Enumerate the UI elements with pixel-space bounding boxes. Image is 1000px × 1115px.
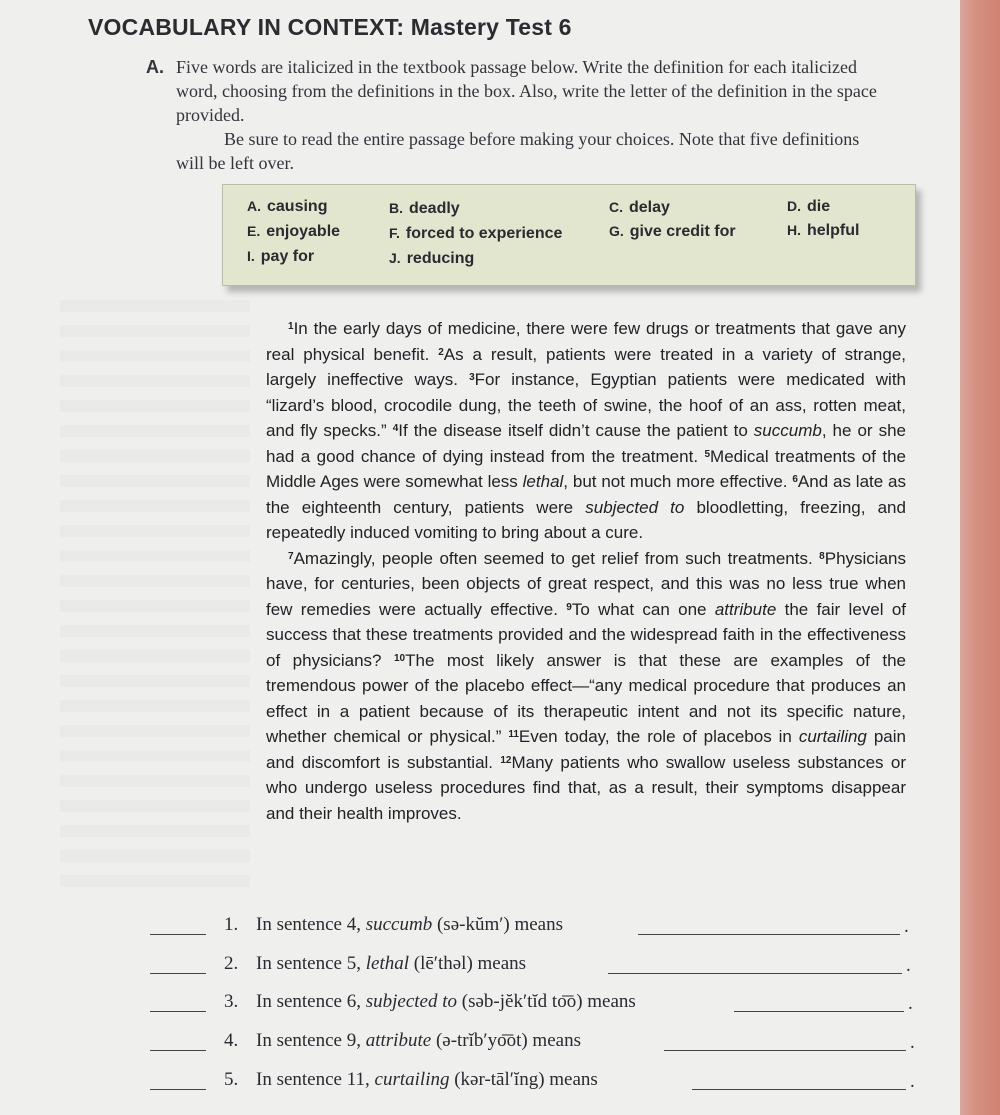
definition-option [389,250,474,268]
sentence-number: 5 [704,448,711,460]
passage-text: , he or she had a good chance of dying instead from the treatment. [266,421,907,466]
passage-paragraph-1 [266,316,906,546]
question-text [256,914,563,936]
definition-blank[interactable] [608,973,902,974]
period: . [910,1071,915,1092]
sentence-number: 6 [792,474,798,485]
option-word: die [807,198,831,215]
italicized-vocab-word: lethal [522,472,564,491]
question-prefix: In sentence 9, [256,1030,366,1051]
question-pronunciation: (kər-tāl′ĭng) means [449,1069,598,1090]
question-number: 4. [224,1030,239,1051]
question-text [256,1069,598,1091]
option-word: pay for [260,248,315,265]
definition-option [787,198,830,216]
passage-paragraph-2 [266,546,906,827]
italicized-vocab-word: curtailing [798,727,867,746]
question-text [256,991,636,1013]
passage-text: , but not much more effective. [563,472,793,491]
option-letter: B. [389,200,403,216]
passage-text: And as late as the eighteenth century, patients were [266,472,907,517]
sentence-number: 10 [393,652,406,664]
question-prefix: In sentence 4, [256,914,366,935]
option-word: delay [629,199,670,216]
page-title: VOCABULARY IN CONTEXT: Mastery Test 6 [88,14,572,40]
definition-option [247,248,314,266]
question-word: curtailing [374,1069,450,1090]
question-number: 2. [224,953,239,974]
option-word: causing [267,198,328,215]
answer-letter-blank[interactable] [150,1089,206,1090]
definition-option [787,222,859,240]
sentence-number: 4 [392,423,399,434]
sentence-number: 1 [288,321,294,332]
passage-text: Amazingly, people often seemed to get relief from such treatments. [293,548,820,568]
sentence-number: 11 [508,729,519,740]
option-word: deadly [409,200,460,217]
book-edge [960,0,1000,1115]
option-letter: D. [787,198,801,214]
period: . [908,993,913,1014]
option-letter: E. [247,223,261,239]
passage-text: the fair level of success that these treatments provided and the widespread faith in the effectiveness of physicians? [266,599,907,670]
option-word: forced to experience [405,225,563,242]
question-number: 1. [224,914,239,935]
sentence-number: 9 [566,601,572,613]
answer-letter-blank[interactable] [150,934,206,935]
period: . [904,916,909,937]
bleed-through-shadow [60,300,250,900]
question-pronunciation: (sə-kŭm′) means [432,914,564,935]
definition-option [609,223,736,241]
question-prefix: In sentence 6, [256,991,366,1012]
period: . [910,1032,915,1053]
definition-blank[interactable] [638,934,900,935]
answer-letter-blank[interactable] [150,973,206,974]
option-letter: G. [609,223,624,239]
period: . [906,955,911,976]
passage-text: In the early days of medicine, there were few drugs or treatments that gave any real physical benefit. [266,319,906,364]
question-row [150,991,920,1019]
answer-letter-blank[interactable] [150,1011,206,1012]
italicized-vocab-word: subjected to [585,497,685,517]
question-row [150,914,920,942]
question-word: attribute [365,1030,432,1051]
question-word: subjected to [365,991,458,1012]
instructions-paragraph-1: Five words are italicized in the textbook passage below. Write the definition for each italicized word, choosing from the definitions in the box. Also, write the letter of the definition in the space provided. [176,57,877,125]
sentence-number: 2 [438,346,444,358]
textbook-passage [266,316,906,826]
option-word: give credit for [629,223,736,240]
option-word: enjoyable [266,223,341,240]
definition-option [247,198,327,216]
question-word: succumb [365,914,433,935]
question-pronunciation: (səb-jĕk′tĭd to͞o) means [457,991,636,1012]
option-letter: C. [609,199,623,215]
definition-blank[interactable] [734,1011,904,1012]
sentence-number: 3 [469,372,475,383]
passage-text: Medical treatments of the Middle Ages were somewhat less [266,446,906,491]
option-letter: I. [247,248,255,264]
question-pronunciation: (lē′thəl) means [409,953,527,974]
definition-option [389,225,562,243]
passage-text: To what can one [571,599,715,619]
passage-text: pain and discomfort is substantial. [266,727,906,772]
question-prefix: In sentence 5, [256,953,366,974]
question-text [256,1030,581,1052]
passage-text: For instance, Egyptian patients were medicated with “lizard’s blood, crocodile dung, the teeth of swine, the hoof of an ass, rotten meat, and fly specks.” [266,370,907,440]
question-word: lethal [365,953,410,974]
option-word: helpful [807,222,860,239]
definitions-box [222,184,916,286]
passage-text: As a result, patients were treated in a variety of strange, largely ineffective ways. [266,344,906,389]
question-number: 3. [224,991,239,1012]
answer-letter-blank[interactable] [150,1050,206,1051]
question-row [150,1069,920,1097]
italicized-vocab-word: attribute [714,599,777,619]
instructions [146,55,888,175]
option-letter: H. [787,222,801,238]
definition-option [247,223,340,241]
question-prefix: In sentence 11, [256,1069,375,1090]
passage-text: Many patients who swallow useless substances or who undergo useless procedures find that, as a result, their symptoms disappear and their health improves. [266,752,906,823]
option-letter: F. [389,225,400,241]
passage-text: The most likely answer is that these are examples of the tremendous power of the placebo effect—“any medical procedure that produces an effect in a patient because of its therapeutic intent and not its specific nature, whether chemical or physical.” [266,650,907,746]
definition-option [389,200,460,218]
option-word: reducing [406,250,475,267]
italicized-vocab-word: succumb [753,421,822,440]
passage-text: Even today, the role of placebos in [518,727,799,746]
question-row [150,1030,920,1058]
passage-text: If the disease itself didn’t cause the patient to [398,421,754,440]
definition-option [609,199,670,217]
instructions-paragraph-2: Be sure to read the entire passage before making your choices. Note that five definitions will be left over. [176,129,860,173]
passage-text: bloodletting, freezing, and repeatedly induced vomiting to bring about a cure. [266,497,906,542]
definition-blank[interactable] [664,1050,906,1051]
passage-text: Physicians have, for centuries, been objects of great respect, and this was no less true when few remedies were actually effective. [266,548,906,619]
question-pronunciation: (ə-trĭb′yo͞ot) means [431,1030,581,1051]
section-letter: A. [146,57,164,77]
sentence-number: 8 [819,550,825,562]
question-text [256,953,526,975]
question-row [150,953,920,981]
sentence-number: 12 [500,754,512,766]
definition-blank[interactable] [692,1089,906,1090]
question-number: 5. [224,1069,239,1090]
sentence-number: 7 [288,550,294,562]
option-letter: J. [389,250,401,266]
option-letter: A. [247,198,261,214]
